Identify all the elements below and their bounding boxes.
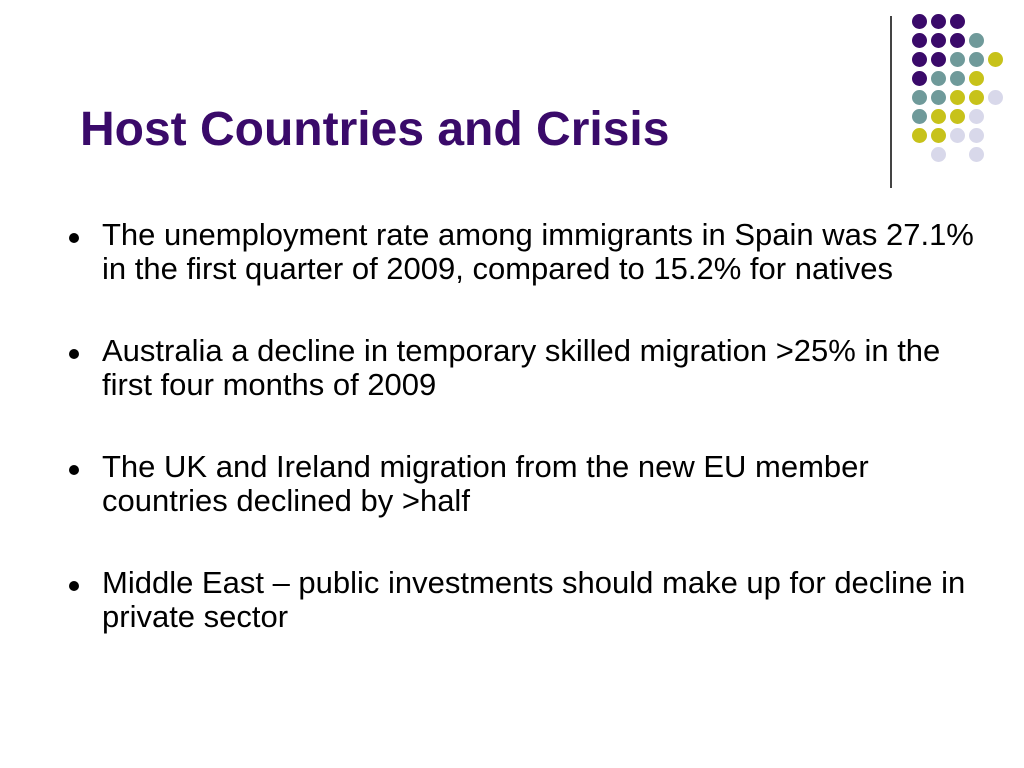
- decorative-dot: [931, 71, 946, 86]
- decorative-dot: [969, 128, 984, 143]
- decorative-dot: [969, 33, 984, 48]
- bullet-text: The UK and Ireland migration from the new EU member countries declined by >half: [102, 449, 869, 518]
- decorative-dot: [950, 128, 965, 143]
- vertical-divider: [890, 16, 892, 188]
- decorative-dot: [912, 14, 927, 29]
- decorative-dot: [931, 90, 946, 105]
- decorative-dot: [969, 90, 984, 105]
- decorative-dot-grid: [906, 14, 1004, 164]
- decorative-dot: [931, 147, 946, 162]
- bullet-dot-icon: [69, 349, 79, 359]
- decorative-dot: [912, 128, 927, 143]
- bullet-text: Middle East – public investments should make up for decline in private sector: [102, 565, 966, 634]
- decorative-dot: [912, 33, 927, 48]
- bullet-dot-icon: [69, 581, 79, 591]
- bullet-text: The unemployment rate among immigrants in Spain was 27.1% in the first quarter of 2009, compared to 15.2% for natives: [102, 217, 974, 286]
- decorative-dot: [950, 90, 965, 105]
- bullet-item-spain-unemployment: [64, 218, 984, 286]
- bullet-dot-icon: [69, 465, 79, 475]
- decorative-dot: [950, 33, 965, 48]
- decorative-dot: [931, 109, 946, 124]
- bullet-dot-icon: [69, 233, 79, 243]
- decorative-dot: [988, 90, 1003, 105]
- decorative-dot: [950, 52, 965, 67]
- decorative-dot: [950, 109, 965, 124]
- decorative-dot: [931, 33, 946, 48]
- decorative-dot: [969, 71, 984, 86]
- bullet-item-australia-migration: [64, 334, 984, 402]
- decorative-dot: [931, 52, 946, 67]
- decorative-dot: [969, 52, 984, 67]
- decorative-dot: [912, 52, 927, 67]
- decorative-dot: [969, 109, 984, 124]
- bullet-list: [64, 218, 984, 634]
- decorative-dot: [950, 71, 965, 86]
- slide-title: Host Countries and Crisis: [80, 103, 670, 156]
- bullet-item-middle-east-investments: [64, 566, 984, 634]
- decorative-dot: [912, 71, 927, 86]
- decorative-dot: [988, 52, 1003, 67]
- decorative-dot: [969, 147, 984, 162]
- decorative-dot: [912, 109, 927, 124]
- decorative-dot: [912, 90, 927, 105]
- decorative-dot: [931, 14, 946, 29]
- decorative-dot: [931, 128, 946, 143]
- decorative-dot: [950, 14, 965, 29]
- bullet-item-uk-ireland-migration: [64, 450, 984, 518]
- bullet-text: Australia a decline in temporary skilled migration >25% in the first four months of 2009: [102, 333, 941, 402]
